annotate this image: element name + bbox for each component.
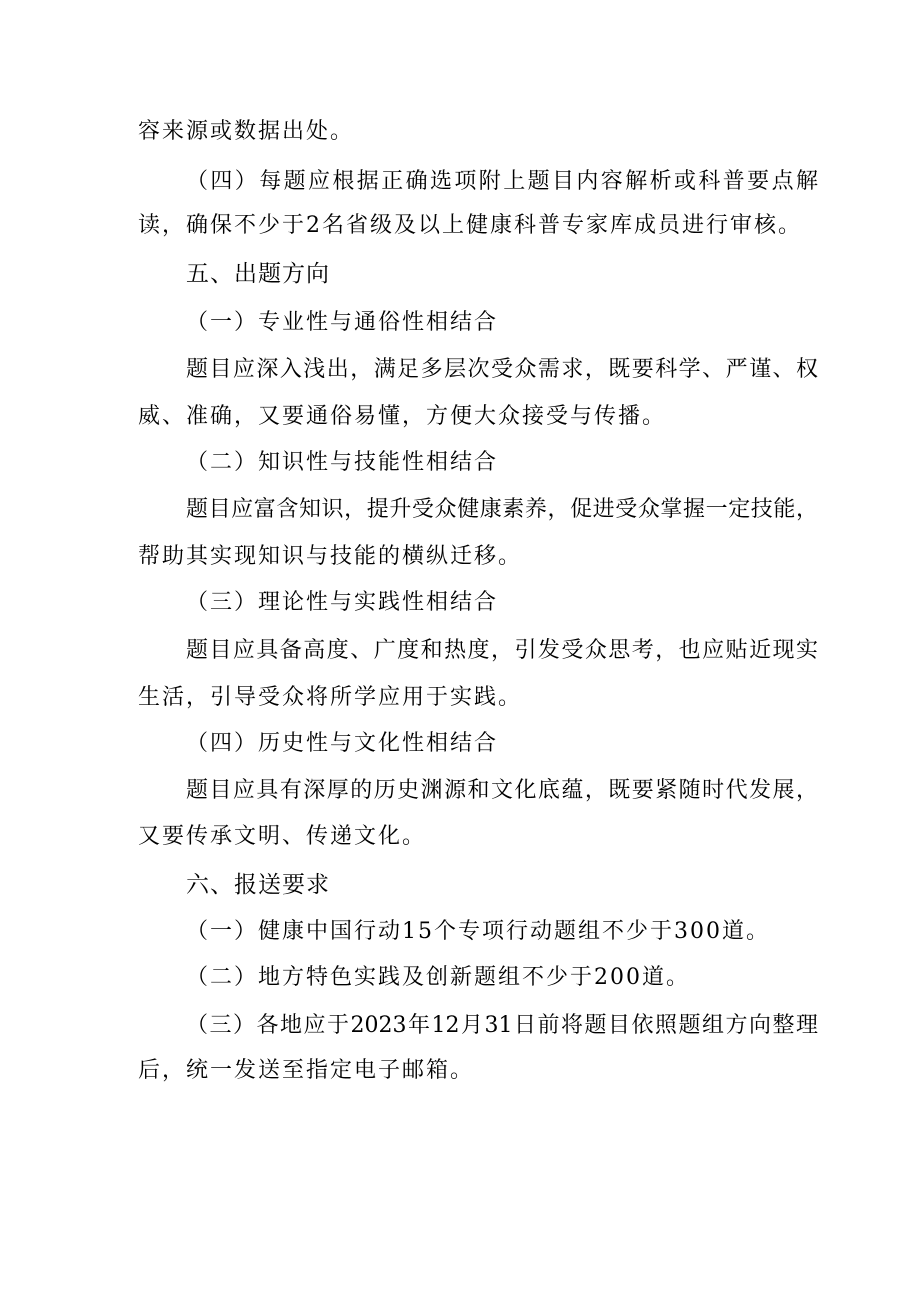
section-heading: 六、报送要求 (186, 872, 330, 898)
paragraph-line: 读，确保不少于2名省级及以上健康科普专家库成员进行审核。 (138, 213, 802, 238)
paragraph-line: 容来源或数据出处。 (138, 119, 355, 144)
paragraph-line: 题目应具有深厚的历史渊源和文化底蕴，既要紧随时代发展， (186, 778, 818, 803)
paragraph-line: 威、准确，又要通俗易懂，方便大众接受与传播。 (138, 404, 667, 429)
subsection-heading: （二）知识性与技能性相结合 (186, 450, 499, 475)
paragraph-line: （四）每题应根据正确选项附上题目内容解析或科普要点解 (186, 169, 818, 194)
section-heading: 五、出题方向 (186, 261, 330, 287)
paragraph-line: 生活，引导受众将所学应用于实践。 (138, 685, 523, 710)
paragraph-line: 帮助其实现知识与技能的横纵迁移。 (138, 544, 523, 569)
subsection-heading: （一）专业性与通俗性相结合 (186, 310, 499, 335)
paragraph-line: （一）健康中国行动15个专项行动题组不少于300道。 (186, 919, 770, 944)
paragraph-line: （二）地方特色实践及创新题组不少于200道。 (186, 965, 690, 990)
paragraph-line: 题目应富含知识，提升受众健康素养，促进受众掌握一定技能， (186, 497, 818, 522)
paragraph-line: （三）各地应于2023年12月31日前将题目依照题组方向整理 (186, 1013, 818, 1038)
subsection-heading: （四）历史性与文化性相结合 (186, 731, 499, 756)
paragraph-line: 题目应具备高度、广度和热度，引发受众思考，也应贴近现实 (186, 638, 818, 663)
paragraph-line: 又要传承文明、传递文化。 (138, 824, 427, 849)
subsection-heading: （三）理论性与实践性相结合 (186, 590, 499, 615)
paragraph-line: 题目应深入浅出，满足多层次受众需求，既要科学、严谨、权 (186, 357, 818, 382)
paragraph-line: 后，统一发送至指定电子邮箱。 (138, 1058, 475, 1083)
